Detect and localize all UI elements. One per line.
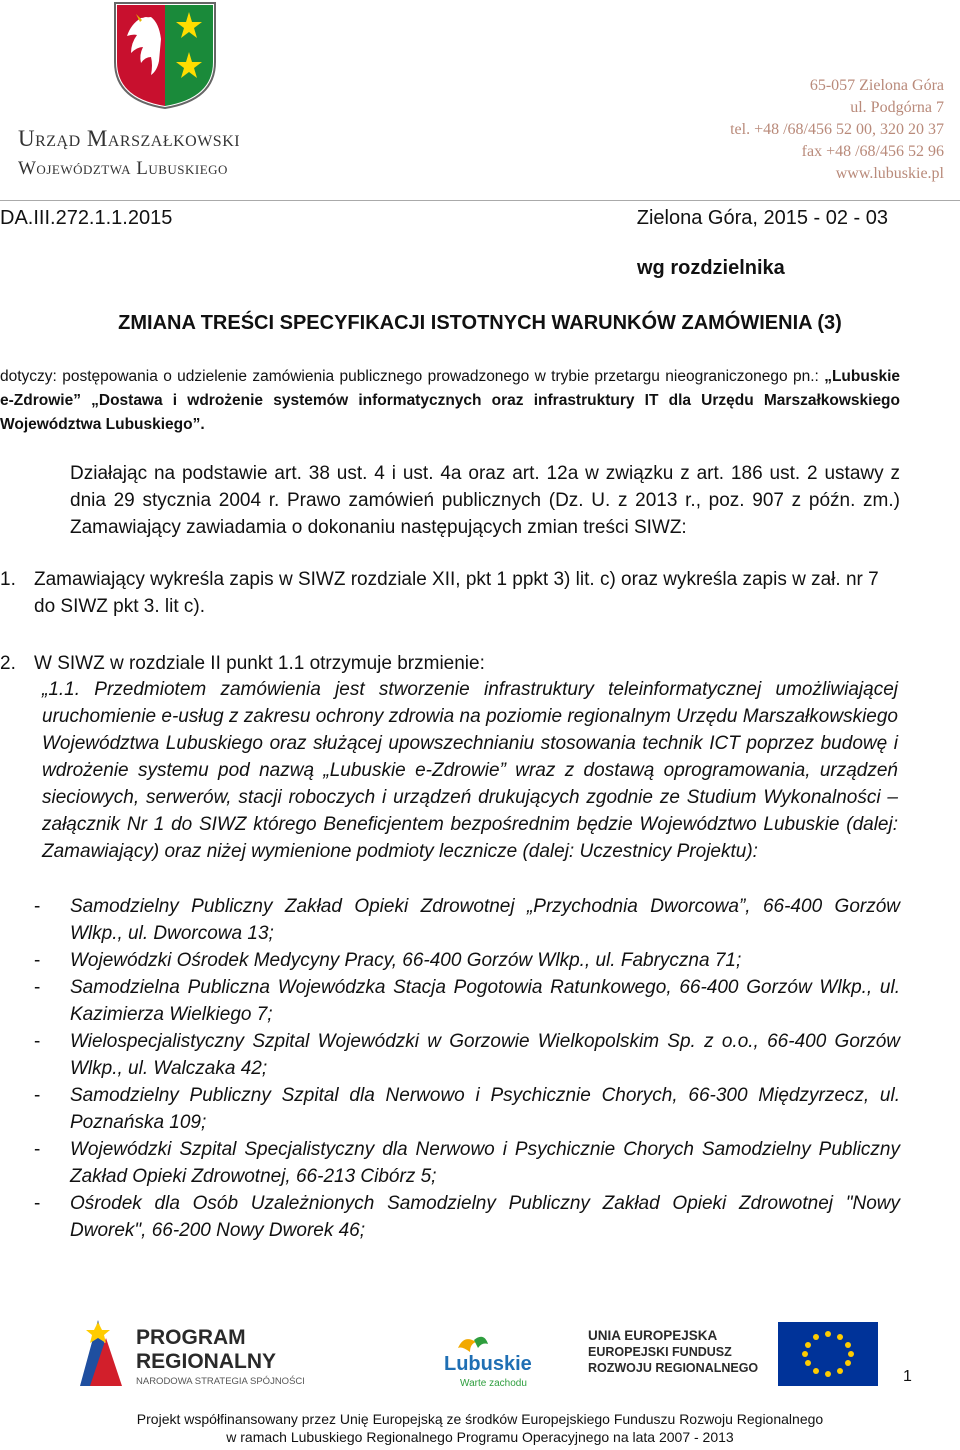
address-street: ul. Podgórna 7 — [850, 99, 944, 116]
distribution-note: wg rozdzielnika — [637, 257, 785, 279]
page-number: 1 — [903, 1368, 912, 1385]
list-dash: - — [34, 950, 41, 971]
item-number: 1. — [0, 569, 16, 590]
list-item-text: Samodzielny Publiczny Szpital dla Nerwowo i Psychicznie Chorych, 66-300 Międzyrzecz, ul. Poznańska 109; — [70, 1085, 900, 1133]
list-dash: - — [34, 1193, 41, 1214]
svg-text:Warte zachodu: Warte zachodu — [460, 1378, 527, 1389]
header-divider — [0, 200, 960, 201]
list-item — [0, 1190, 900, 1244]
list-item-text: Ośrodek dla Osób Uzależnionych Samodzielny Publiczny Zakład Opieki Zdrowotnej "Nowy Dworek", 66-200 Nowy Dworek 46; — [70, 1193, 900, 1241]
list-dash: - — [34, 896, 41, 917]
list-item-text: Wojewódzki Ośrodek Medycyny Pracy, 66-400 Gorzów Wlkp., ul. Fabryczna 71; — [70, 950, 742, 971]
legal-basis-paragraph — [0, 460, 900, 541]
svg-text:ROZWOJU REGIONALNEGO: ROZWOJU REGIONALNEGO — [588, 1361, 759, 1375]
legal-basis-text: Działając na podstawie art. 38 ust. 4 i ust. 4a oraz art. 12a w związku z art. 186 ust. 2 ustawy z dnia 29 stycznia 2004 r. Prawo zamówień publicznych (Dz. U. z 2013 r., poz. 907 z późn. zm.) Zamawiający zawiadamia o dokonaniu następujących zmian treści SIWZ: — [70, 463, 900, 538]
program-regionalny-logo — [76, 1316, 316, 1388]
eu-fund-logo — [588, 1316, 888, 1390]
address-fax: fax +48 /68/456 52 96 — [801, 143, 944, 160]
list-dash: - — [34, 977, 41, 998]
item-text: W SIWZ w rozdziale II punkt 1.1 otrzymuje brzmienie: — [34, 653, 485, 674]
concerns-prefix: dotyczy: postępowania o udzielenie zamówienia publicznego prowadzonego w trybie przetargu nieograniczonego pn.: — [0, 368, 819, 385]
concerns-project-name: „Lubuskie e-Zdrowie” „Dostawa i wdrożenie systemów informatycznych oraz infrastruktury IT dla Urzędu Marszałkowskiego Województwa Lubuskiego”. — [0, 368, 900, 433]
list-dash: - — [34, 1031, 41, 1052]
list-item — [0, 947, 900, 974]
svg-text:NARODOWA STRATEGIA SPÓJNOŚCI: NARODOWA STRATEGIA SPÓJNOŚCI — [136, 1376, 305, 1387]
participants-list — [0, 893, 900, 1244]
address-city: 65-057 Zielona Góra — [809, 77, 944, 94]
list-item — [0, 1028, 900, 1082]
list-dash: - — [34, 1085, 41, 1106]
item-number: 2. — [0, 653, 16, 674]
new-wording-paragraph: „1.1. Przedmiotem zamówienia jest stworzenie infrastruktury teleinformatycznej umożliwiającej uruchomienie e-usług z zakresu ochrony zdrowia na poziomie regionalnym Urzędu Marszałkowskiego Województwa Lubuskiego oraz służącej upowszechnianiu stosowania technik ICT poprzez budowę i wdrożenie systemu pod nazwą „Lubuskie e-Zdrowie” wraz z dostawą oprogramowania, urządzeń sieciowych, serwerów, stacji roboczych i urządzeń drukujących zgodnie ze Studium Wykonalności – załącznik Nr 1 do SIWZ którego Beneficjentem bezpośrednim będzie Województwo Lubuskie (dalej: Zamawiający) oraz niżej wymienione podmioty lecznicze (dalej: Uczestnicy Projektu): — [42, 679, 898, 862]
item-text: Zamawiający wykreśla zapis w SIWZ rozdziale XII, pkt 1 ppkt 3) lit. c) oraz wykreśla zapis w zał. nr 7 do SIWZ pkt 3. lit c). — [34, 569, 879, 617]
svg-text:Lubuskie: Lubuskie — [444, 1353, 532, 1375]
address-website[interactable]: www.lubuskie.pl — [835, 165, 944, 182]
document-signature: DA.III.272.1.1.2015 — [0, 207, 173, 229]
list-item-text: Samodzielny Publiczny Zakład Opieki Zdrowotnej „Przychodnia Dworcowa”, 66-400 Gorzów Wlkp., ul. Dworcowa 13; — [70, 896, 900, 944]
document-title: ZMIANA TREŚCI SPECYFIKACJI ISTOTNYCH WARUNKÓW ZAMÓWIENIA (3) — [118, 312, 842, 334]
list-item — [0, 893, 900, 947]
svg-text:REGIONALNY: REGIONALNY — [136, 1350, 277, 1373]
concerns-paragraph — [0, 365, 900, 437]
list-item — [0, 1136, 900, 1190]
list-item — [0, 1082, 900, 1136]
coat-of-arms-logo — [112, 0, 218, 110]
svg-text:EUROPEJSKI FUNDUSZ: EUROPEJSKI FUNDUSZ — [588, 1345, 732, 1359]
list-item-text: Samodzielna Publiczna Wojewódzka Stacja Pogotowia Ratunkowego, 66-400 Gorzów Wlkp., ul. Kazimierza Wielkiego 7; — [70, 977, 900, 1025]
organization-name-line1: Urząd Marszałkowski — [18, 126, 241, 151]
list-item — [0, 974, 900, 1028]
footer-line-1: Projekt współfinansowany przez Unię Europejską ze środków Europejskiego Funduszu Rozwoju Regionalnego — [136, 1411, 824, 1427]
place-and-date: Zielona Góra, 2015 - 02 - 03 — [636, 207, 888, 229]
svg-text:PROGRAM: PROGRAM — [136, 1326, 246, 1349]
list-item-text: Wielospecjalistyczny Szpital Wojewódzki w Gorzowie Wielkopolskim Sp. z o.o., 66-400 Gorzów Wlkp., ul. Walczaka 42; — [70, 1031, 900, 1079]
list-dash: - — [34, 1139, 41, 1160]
svg-text:UNIA EUROPEJSKA: UNIA EUROPEJSKA — [588, 1328, 718, 1343]
address-phone: tel. +48 /68/456 52 00, 320 20 37 — [730, 121, 944, 138]
address-block — [644, 75, 944, 185]
list-item-text: Wojewódzki Szpital Specjalistyczny dla Nerwowo i Psychicznie Chorych Samodzielny Publiczny Zakład Opieki Zdrowotnej, 66-213 Cibórz 5; — [70, 1139, 900, 1187]
lubuskie-logo — [438, 1326, 548, 1390]
footer-line-2: w ramach Lubuskiego Regionalnego Programu Operacyjnego na lata 2007 - 2013 — [226, 1429, 734, 1445]
organization-name-line2: Województwa Lubuskiego — [18, 158, 228, 179]
